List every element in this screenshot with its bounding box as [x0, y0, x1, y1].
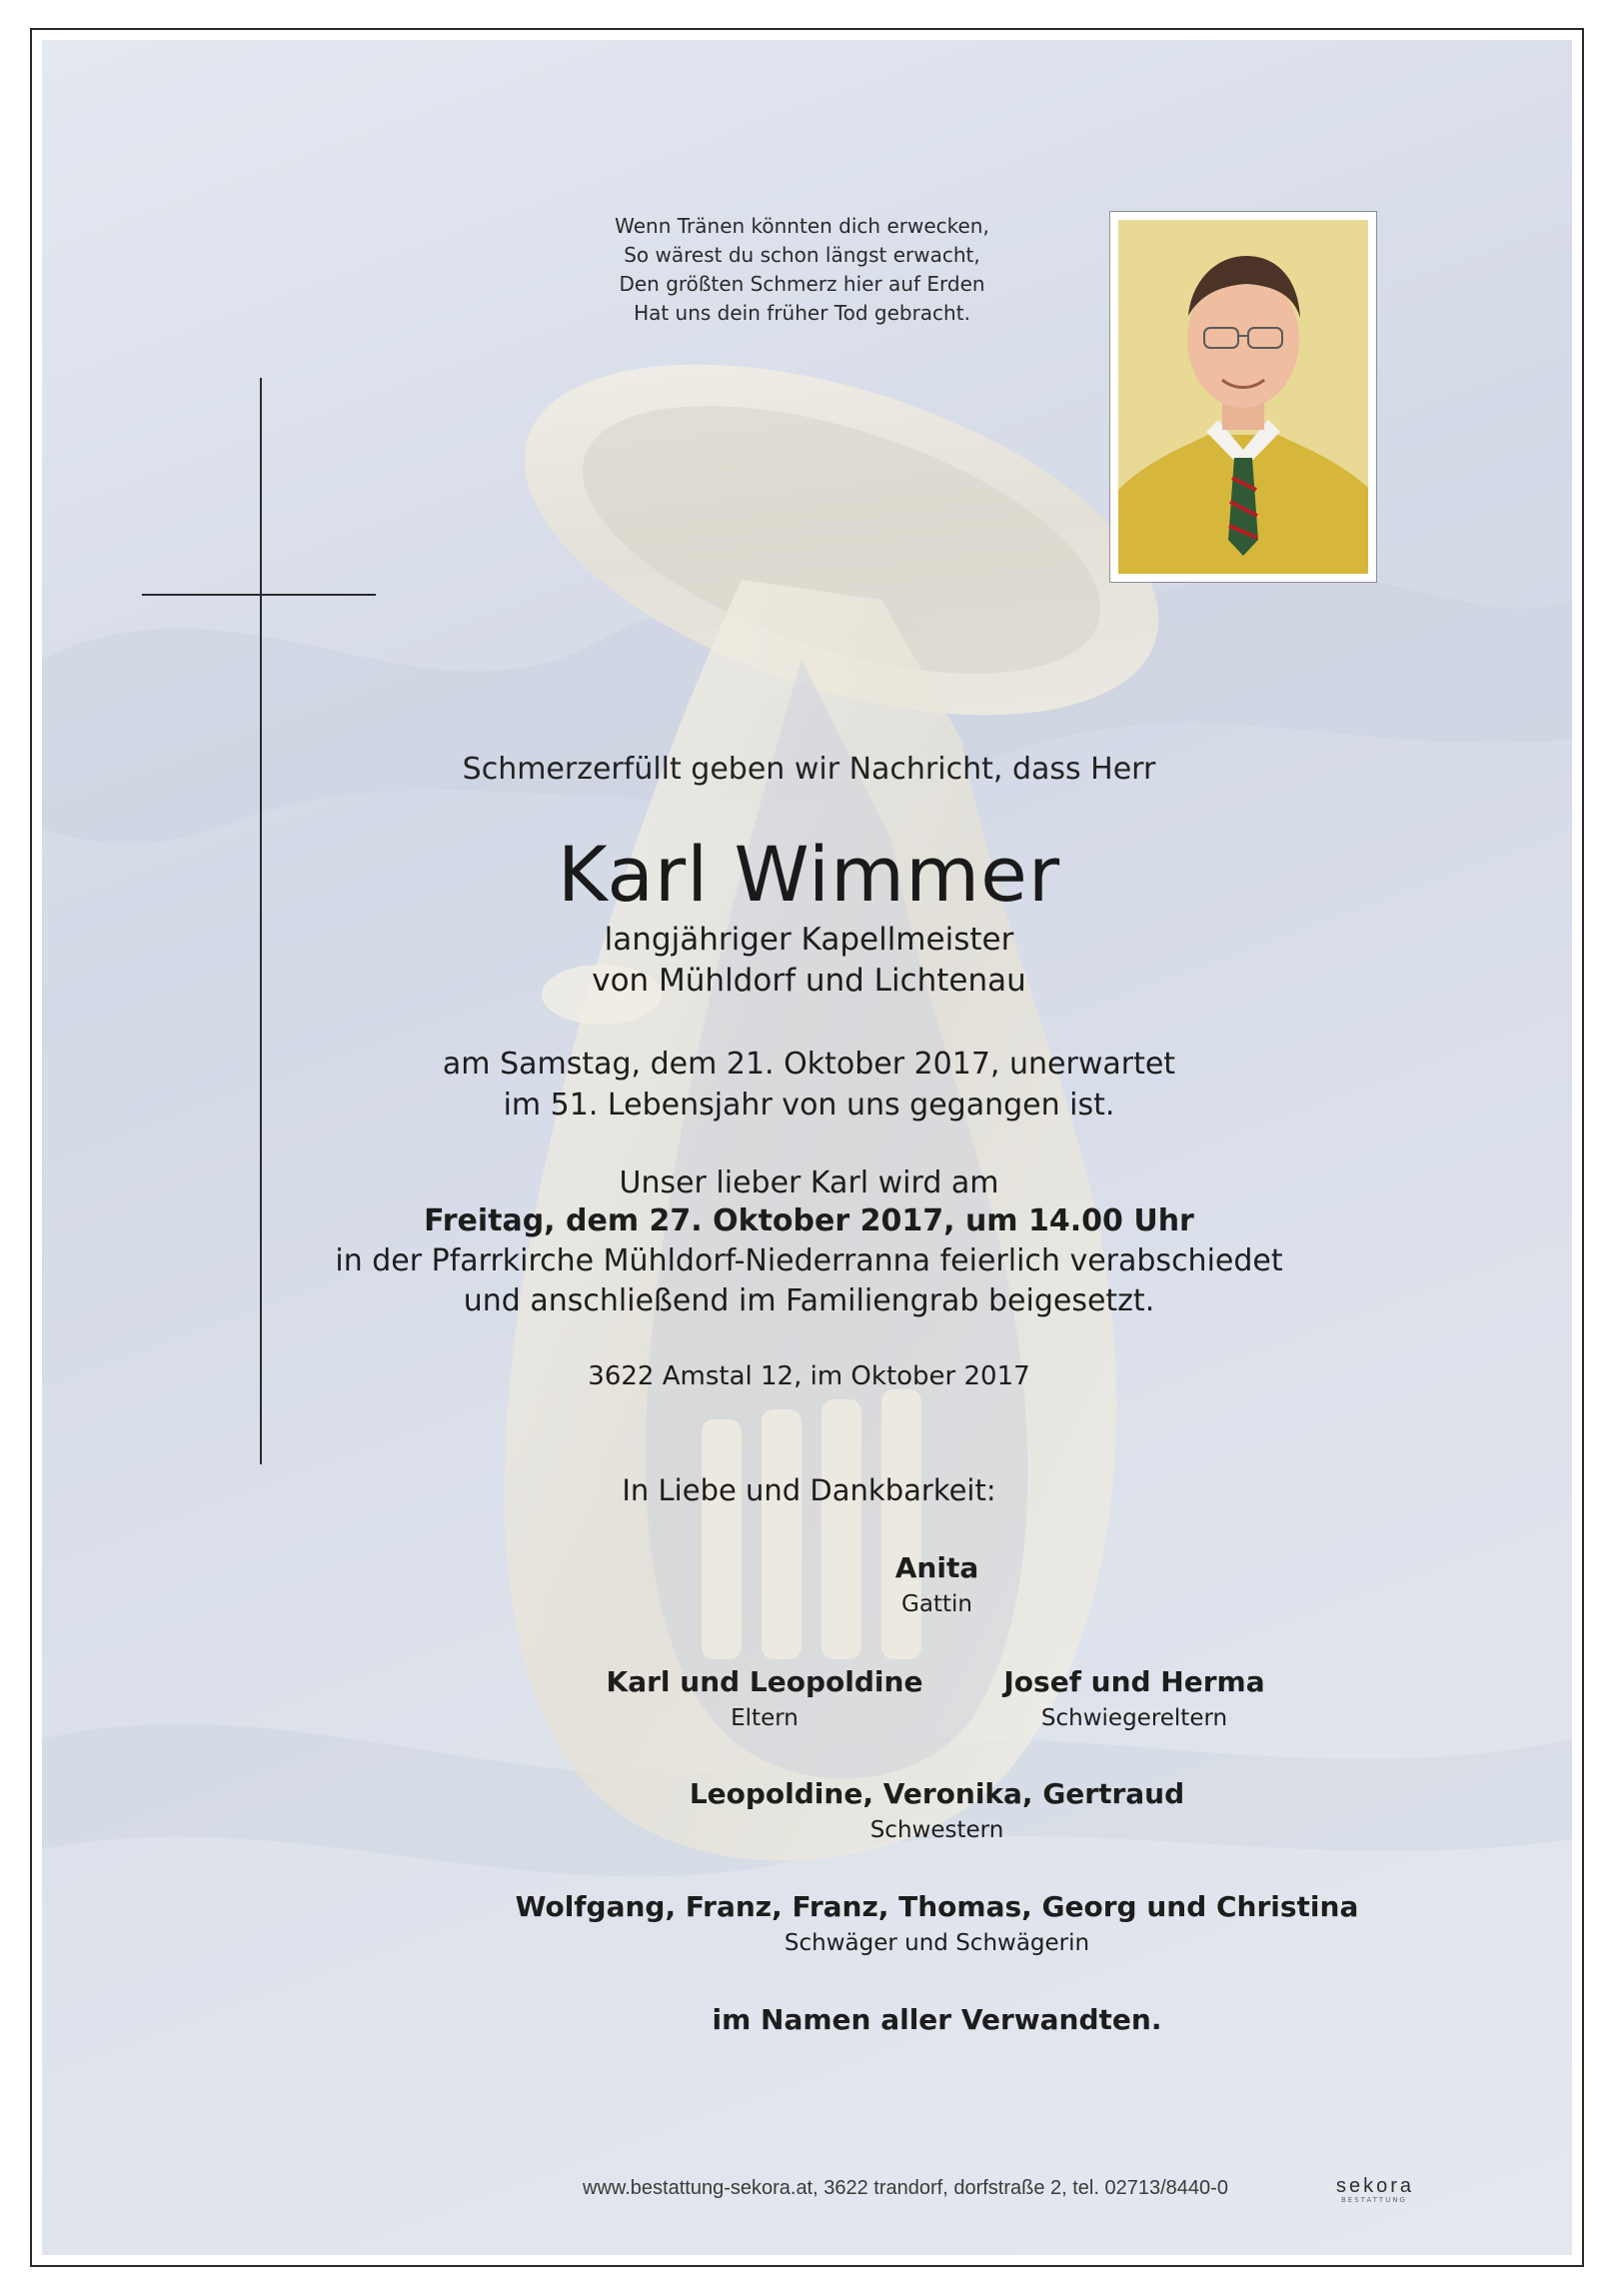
death-age-line: im 51. Lebensjahr von uns gegangen ist. — [503, 1088, 1115, 1123]
funeral-home-logo-subtitle: BESTATTUNG — [1341, 2196, 1407, 2204]
deceased-role-line2: von Mühldorf und Lichtenau — [592, 963, 1026, 999]
mourner-parents-name: Karl und Leopoldine — [606, 1665, 923, 1698]
mourner-in-laws-name: Josef und Herma — [1003, 1665, 1265, 1698]
poem-line: Wenn Tränen könnten dich erwecken, — [615, 214, 989, 238]
mourner-siblings-in-law-relation: Schwäger und Schwägerin — [784, 1930, 1090, 1956]
mourner-in-laws-relation: Schwiegereltern — [1040, 1705, 1228, 1731]
funeral-home-contact: www.bestattung-sekora.at, 3622 trandorf, dorfstraße 2, tel. 02713/8440-0 — [583, 2177, 1228, 2199]
memorial-poem — [560, 212, 1044, 328]
poem-line: So wärest du schon längst erwacht, — [624, 243, 980, 267]
funeral-location: in der Pfarrkirche Mühldorf-Niederranna feierlich verabschiedet — [335, 1243, 1283, 1278]
funeral-date-time: Freitag, dem 27. Oktober 2017, um 14.00 Uhr — [424, 1203, 1194, 1238]
mourner-siblings-in-law-name: Wolfgang, Franz, Franz, Thomas, Georg und Christina — [515, 1890, 1359, 1923]
cross-horizontal-bar — [142, 594, 376, 596]
announcement-intro: Schmerzerfüllt geben wir Nachricht, dass Herr — [462, 752, 1156, 787]
deceased-role-line1: langjähriger Kapellmeister — [604, 922, 1014, 958]
portrait-photo — [1118, 220, 1368, 574]
poem-line: Hat uns dein früher Tod gebracht. — [634, 301, 970, 325]
portrait-frame — [1109, 211, 1377, 583]
funeral-intro: Unser lieber Karl wird am — [619, 1165, 999, 1200]
place-and-date: 3622 Amstal 12, im Oktober 2017 — [588, 1361, 1030, 1391]
mourner-spouse-name: Anita — [894, 1551, 979, 1584]
mourner-sisters-name: Leopoldine, Veronika, Gertraud — [689, 1777, 1185, 1810]
funeral-burial: und anschließend im Familiengrab beigesetzt. — [463, 1283, 1155, 1318]
mourners-heading: In Liebe und Dankbarkeit: — [622, 1473, 996, 1507]
mourner-spouse-relation: Gattin — [901, 1591, 972, 1617]
deceased-name: Karl Wimmer — [557, 830, 1061, 919]
mourner-sisters-relation: Schwestern — [869, 1817, 1004, 1843]
funeral-home-logo: sekora — [1336, 2175, 1415, 2197]
death-date-line: am Samstag, dem 21. Oktober 2017, unerwartet — [442, 1047, 1176, 1082]
mourners-closing: im Namen aller Verwandten. — [712, 2003, 1162, 2036]
poem-line: Den größten Schmerz hier auf Erden — [619, 272, 985, 296]
mourner-parents-relation: Eltern — [731, 1705, 799, 1731]
